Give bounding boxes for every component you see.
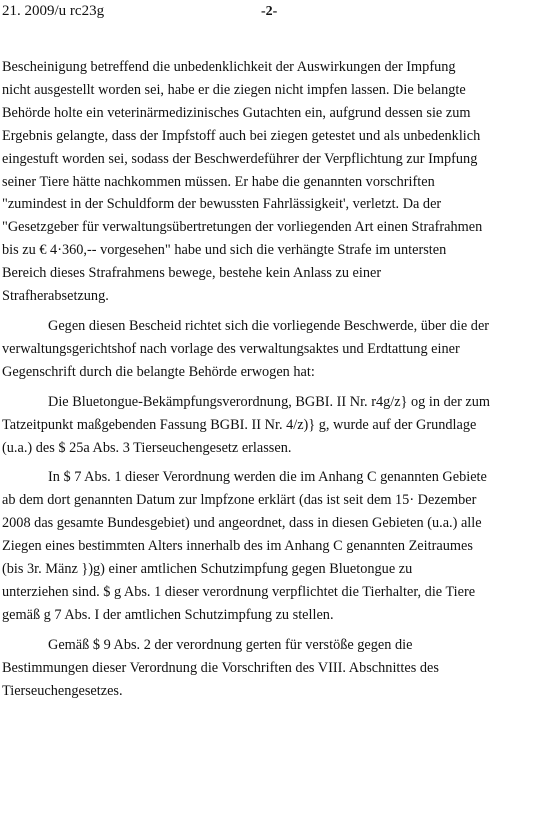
text-line: Gegen diesen Bescheid richtet sich die vorliegende Beschwerde, über die der [48, 317, 490, 334]
text-line: Die Bluetongue-Bekämpfungsverordnung, BGBI. II Nr. r4g/z} og in der zum [48, 393, 491, 410]
paragraph [2, 634, 540, 703]
paragraph [2, 466, 540, 626]
text-line: (u.a.) des $ 25a Abs. 3 Tierseuchengesetz erlassen. [2, 439, 292, 456]
text-line: Bereich dieses Strafrahmens bewege, bestehe kein Anlass zu einer [2, 265, 382, 282]
text-line: Behörde holte ein veterinärmedizinisches Gutachten ein, aufgrund dessen sie zum [2, 104, 471, 121]
text-line: Gemäß $ 9 Abs. 2 der verordnung gerten für verstöße gegen die [48, 636, 413, 653]
text-line: Bescheinigung betreffend die unbedenklichkeit der Auswirkungen der Impfung [2, 59, 456, 75]
text-line: Gegenschrift durch die belangte Behörde erwogen hat: [2, 363, 315, 380]
document-body [2, 56, 540, 709]
text-line: verwaltungsgerichtshof nach vorlage des verwaltungsaktes und Erdtattung einer [2, 340, 460, 357]
text-line: Ziegen eines bestimmten Alters innerhalb des im Anhang C genannten Zeitraumes [2, 538, 473, 555]
text-line: eingestuft worden sei, sodass der Beschwerdeführer der Verpflichtung zur Impfung [2, 150, 478, 167]
text-line: Tatzeitpunkt maßgebenden Fassung BGBI. II Nr. 4/z)} g, wurde auf der Grundlage [2, 416, 477, 433]
case-reference: 21. 2009/u rc23g [2, 3, 105, 19]
paragraph [2, 391, 540, 460]
text-line: 2008 das gesamte Bundesgebiet) und angeordnet, dass in diesen Gebieten (u.a.) alle [2, 515, 482, 532]
text-line: Ergebnis gelangte, dass der Impfstoff auch bei ziegen getestet und als unbedenklich [2, 127, 481, 144]
text-line: ab dem dort genannten Datum zur lmpfzone erklärt (das ist seit dem 15· Dezember [2, 492, 477, 509]
page-number: -2- [261, 4, 278, 19]
text-line: "zumindest in der Schuldform der bewussten Fahrlässigkeit', verletzt. Da der [2, 196, 442, 213]
text-line: seiner Tiere hätte nachkommen müssen. Er habe die genannten vorschriften [2, 173, 435, 190]
text-line: Strafherabsetzung. [2, 288, 109, 305]
text-line: bis zu € 4·360,-- vorgesehen" habe und sich die verhängte Strafe im untersten [2, 242, 447, 259]
text-line: "Gesetzgeber für verwaltungsübertretungen der vorliegenden Art einen Strafrahmen [2, 219, 483, 236]
text-line: nicht ausgestellt worden sei, habe er die ziegen nicht impfen lassen. Die belangte [2, 81, 466, 98]
paragraph [2, 56, 540, 308]
text-line: Tierseuchengesetzes. [2, 682, 123, 699]
paragraph [2, 315, 540, 384]
text-line: gemäß g 7 Abs. I der amtlichen Schutzimpfung zu stellen. [2, 606, 334, 623]
page-header [2, 2, 544, 22]
text-line: (bis 3r. Mänz })g) einer amtlichen Schutzimpfung gegen Bluetongue zu [2, 561, 413, 578]
text-line: In $ 7 Abs. 1 dieser Verordnung werden die im Anhang C genannten Gebiete [48, 469, 487, 486]
text-line: unterziehen sind. $ g Abs. 1 dieser verordnung verpflichtet die Tierhalter, die Tiere [2, 583, 476, 600]
text-line: Bestimmungen dieser Verordnung die Vorschriften des VIII. Abschnittes des [2, 659, 439, 676]
